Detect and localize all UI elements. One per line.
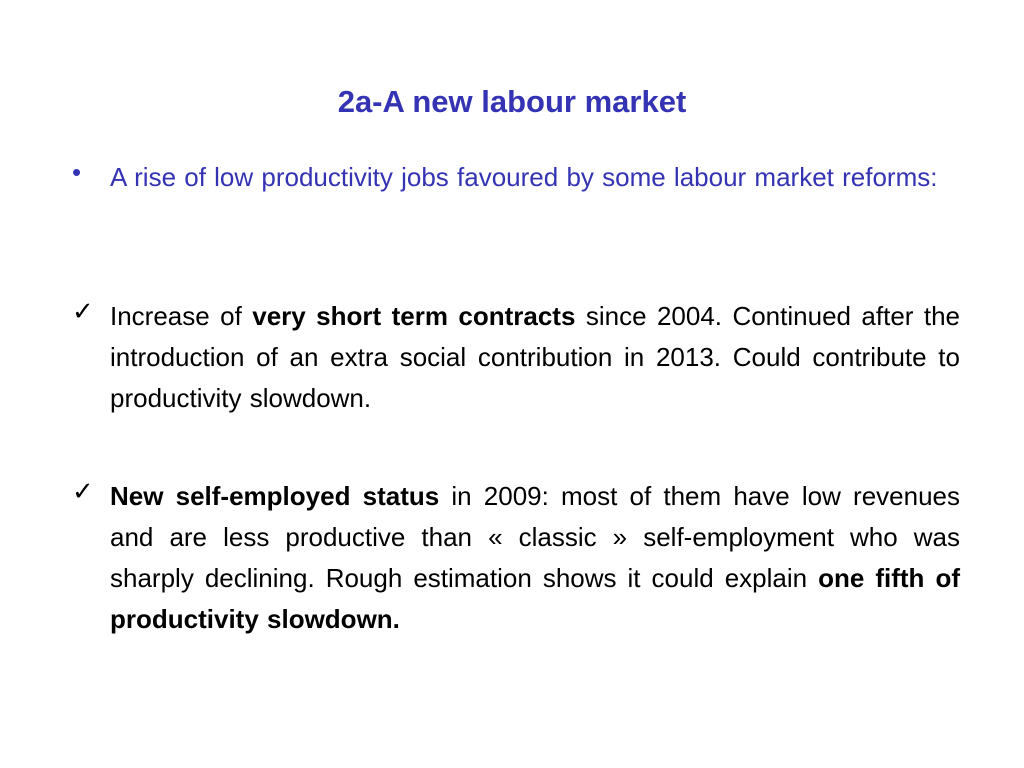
check-item-self-employed	[72, 476, 960, 640]
bullet-icon: •	[72, 157, 82, 187]
check-item-text	[110, 476, 960, 640]
bold-text: New self-employed status	[110, 481, 440, 511]
text-segment: in 2009: most of them have low revenues and are less productive than « classic » self-employment who was sharply declining. Rough estimation shows it could explain	[110, 481, 960, 593]
bullet-text: A rise of low productivity jobs favoured by some labour market reforms:	[110, 162, 938, 192]
bullet-item	[72, 157, 960, 198]
check-item-text	[110, 296, 960, 419]
text-segment: since 2004. Continued after the introduction of an extra social contribution in 2013. Could contribute to productivity slowdown.	[110, 301, 960, 413]
bold-text: very short term contracts	[252, 301, 576, 331]
text-segment: Increase of	[110, 301, 253, 331]
check-item-contracts	[72, 296, 960, 419]
bold-text: one fifth of productivity slowdown.	[110, 563, 960, 634]
slide-title: 2a-A new labour market	[337, 84, 687, 119]
checkmark-icon: ✓	[72, 476, 94, 506]
checkmark-icon: ✓	[72, 296, 94, 326]
